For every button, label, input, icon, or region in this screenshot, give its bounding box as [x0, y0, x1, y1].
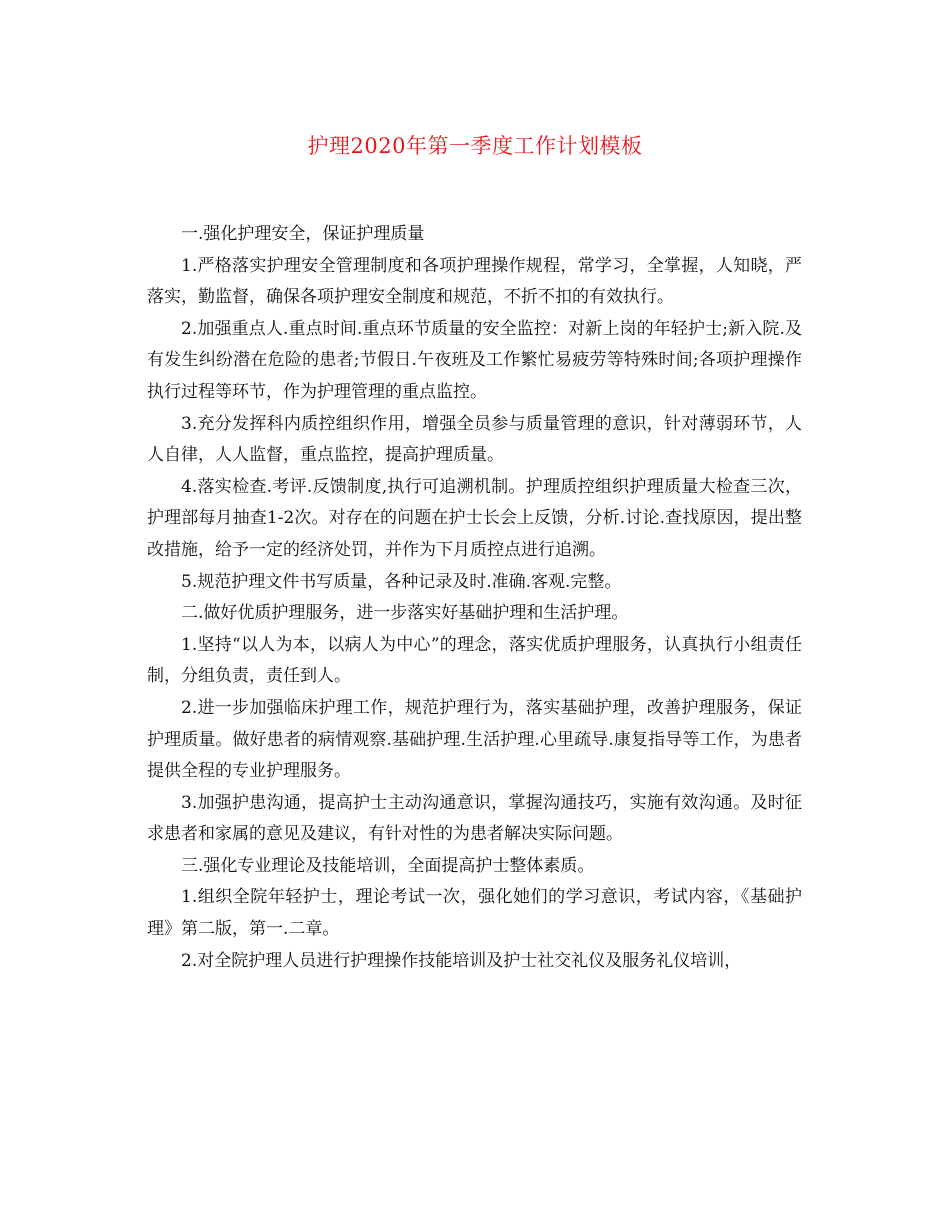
document-title: 护理2020年第一季度工作计划模板 — [307, 134, 643, 158]
section-heading-2: 二.做好优质护理服务，进一步落实好基础护理和生活护理。 — [181, 603, 629, 624]
paragraph-3-1: 1.组织全院年轻护士，理论考试一次，强化她们的学习意识，考试内容，《基础护理》第二版，第一.二章。 — [147, 887, 802, 940]
paragraph-1-5: 5.规范护理文件书写质量，各种记录及时.准确.客观.完整。 — [181, 571, 622, 592]
section-heading-3: 三.强化专业理论及技能培训，全面提高护士整体素质。 — [181, 855, 595, 876]
paragraph-2-3: 3.加强护患沟通，提高护士主动沟通意识，掌握沟通技巧，实施有效沟通。及时征求患者和家属的意见及建议，有针对性的为患者解决实际问题。 — [147, 792, 802, 845]
paragraph-1-3: 3.充分发挥科内质控组织作用，增强全员参与质量管理的意识，针对薄弱环节，人人自律，人人监督，重点监控，提高护理质量。 — [147, 413, 802, 466]
paragraph-1-4: 4.落实检查.考评.反馈制度,执行可追溯机制。护理质控组织护理质量大检查三次，护理部每月抽查1-2次。对存在的问题在护士长会上反馈，分析.讨论.查找原因，提出整改措施，给予一定的经济处罚，并作为下月质控点进行追溯。 — [147, 476, 802, 560]
document-body — [147, 219, 802, 977]
paragraph-2-1: 1.坚持“以人为本，以病人为中心”的理念，落实优质护理服务，认真执行小组责任制，分组负责，责任到人。 — [147, 634, 802, 687]
paragraph-3-2: 2.对全院护理人员进行护理操作技能培训及护士社交礼仪及服务礼仪培训， — [181, 950, 742, 971]
section-heading-1: 一.强化护理安全，保证护理质量 — [181, 224, 425, 244]
paragraph-1-2: 2.加强重点人.重点时间.重点环节质量的安全监控：对新上岗的年轻护士;新入院.及有发生纠纷潜在危险的患者;节假日.午夜班及工作繁忙易疲劳等特殊时间;各项护理操作执行过程等环节，作为护理管理的重点监控。 — [147, 318, 802, 402]
paragraph-2-2: 2.进一步加强临床护理工作，规范护理行为，落实基础护理，改善护理服务，保证护理质量。做好患者的病情观察.基础护理.生活护理.心里疏导.康复指导等工作，为患者提供全程的专业护理服务。 — [147, 697, 802, 782]
paragraph-1-1: 1.严格落实护理安全管理制度和各项护理操作规程，常学习，全掌握，人知晓，严落实，勤监督，确保各项护理安全制度和规范，不折不扣的有效执行。 — [147, 255, 802, 308]
